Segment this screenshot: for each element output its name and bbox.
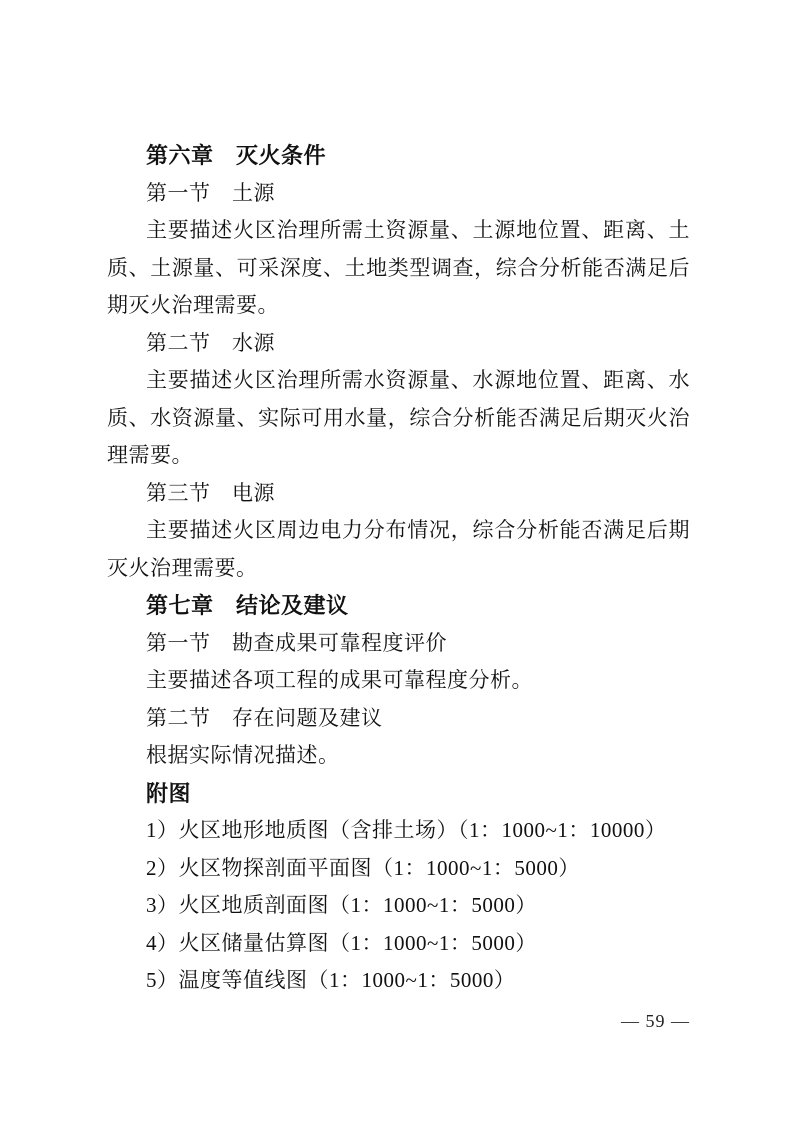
paragraph-line: 主要描述火区周边电力分布情况，综合分析能否满足后期 [146, 518, 690, 542]
paragraph-line: 质、土源量、可采深度、土地类型调查，综合分析能否满足后 [107, 255, 690, 280]
section-heading-6-3: 第三节 电源 [146, 480, 275, 505]
paragraph-line: 根据实际情况描述。 [146, 743, 340, 767]
chapter-heading-6: 第六章 灭火条件 [146, 143, 327, 168]
attachments-heading: 附图 [146, 780, 192, 806]
section-heading-7-1: 第一节 勘查成果可靠程度评价 [146, 630, 447, 655]
figure-list-item: 1）火区地形地质图（含排土场）（1：1000~1：10000） [146, 818, 667, 842]
chapter-heading-7: 第七章 结论及建议 [146, 593, 349, 618]
paragraph-line: 主要描述火区治理所需土资源量、土源地位置、距离、土 [146, 218, 690, 242]
figure-list-item: 5）温度等值线图（1：1000~1：5000） [146, 968, 516, 992]
figure-list-item: 4）火区储量估算图（1：1000~1：5000） [146, 930, 537, 955]
figure-list-item: 3）火区地质剖面图（1：1000~1：5000） [146, 893, 537, 917]
figure-list-item: 2）火区物探剖面平面图（1：1000~1：5000） [146, 855, 580, 880]
page-number: — 59 — [621, 1011, 690, 1031]
paragraph-line: 主要描述火区治理所需水资源量、水源地位置、距离、水 [146, 368, 690, 392]
paragraph-line: 期灭火治理需要。 [107, 293, 279, 317]
paragraph-line: 主要描述各项工程的成果可靠程度分析。 [146, 668, 533, 692]
section-heading-6-2: 第二节 水源 [146, 330, 275, 355]
paragraph-line: 理需要。 [107, 443, 193, 467]
paragraph-line: 质、水资源量、实际可用水量，综合分析能否满足后期灭火治 [107, 405, 690, 430]
paragraph-line: 灭火治理需要。 [107, 555, 258, 580]
document-content [107, 137, 690, 1000]
section-heading-7-2: 第二节 存在问题及建议 [146, 705, 383, 730]
section-heading-6-1: 第一节 土源 [146, 180, 275, 205]
